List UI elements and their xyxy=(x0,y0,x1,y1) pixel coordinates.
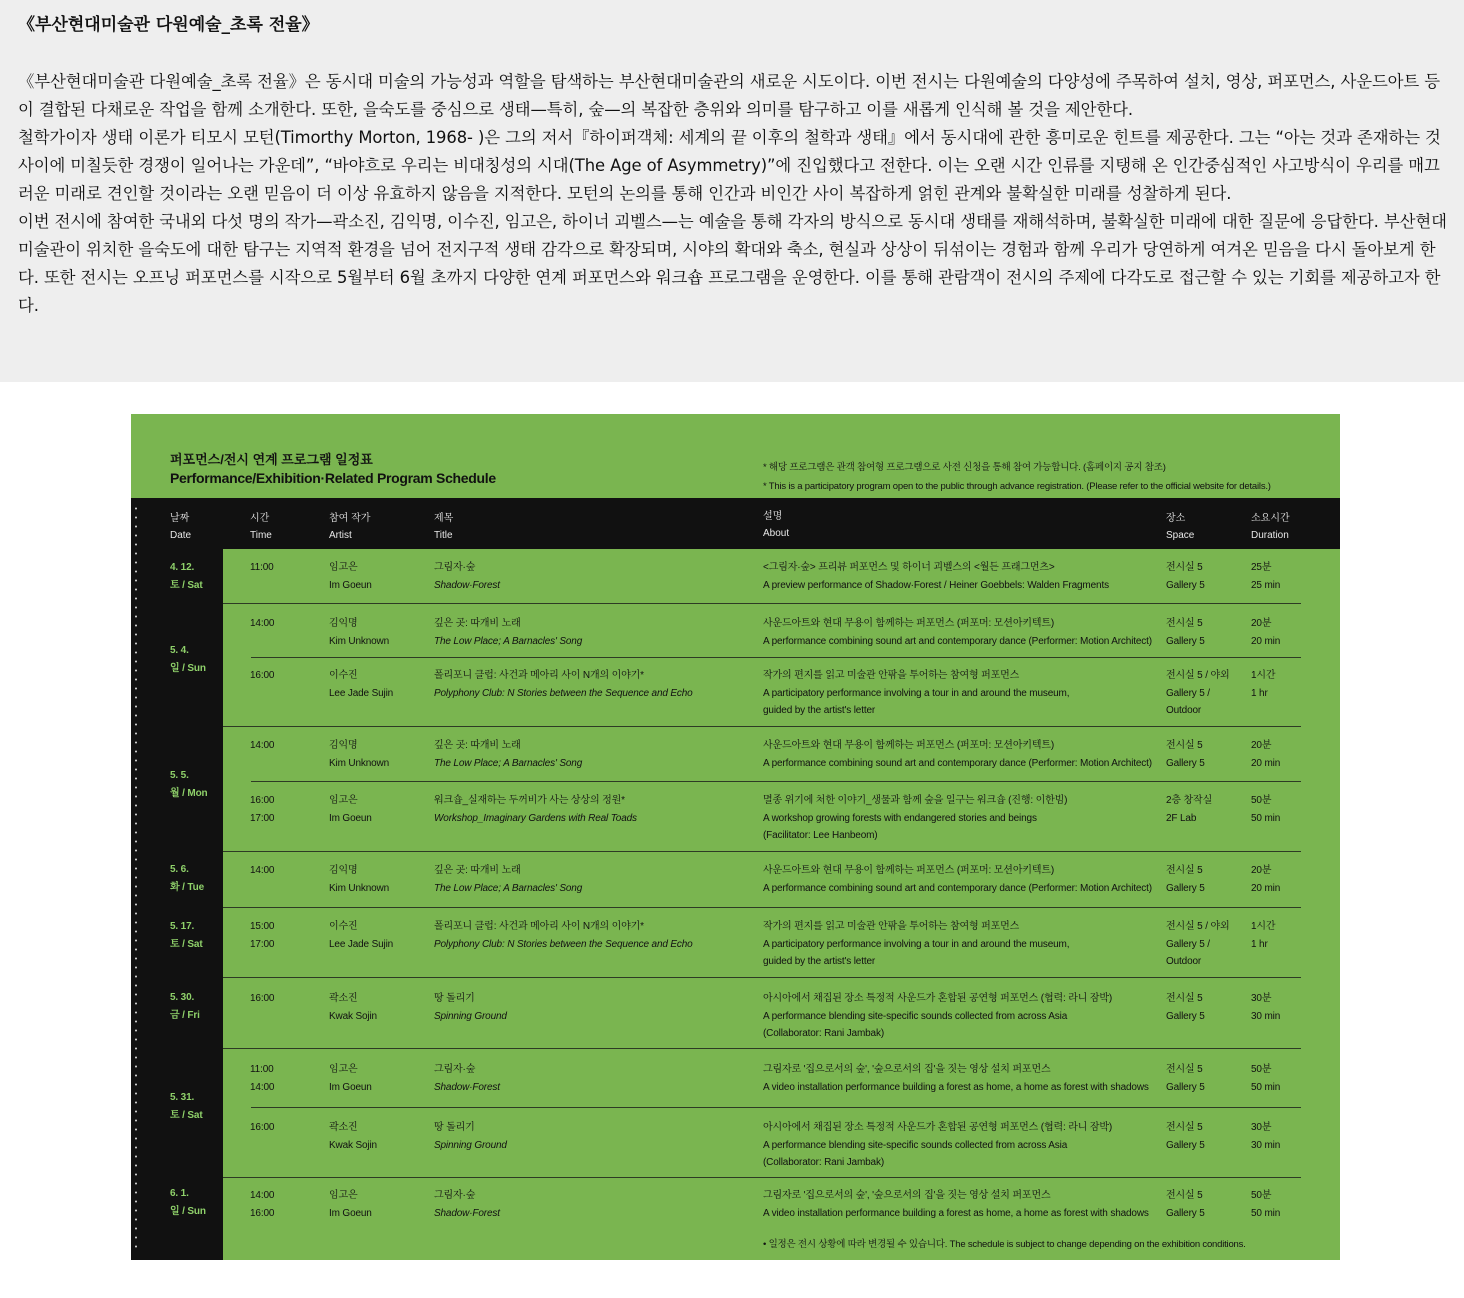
row-time: 14:00 xyxy=(250,740,275,751)
row-separator xyxy=(223,726,1301,727)
row-duration: 30분 30 min xyxy=(1251,993,1281,1022)
intro-title: 《부산현대미술관 다원예술_초록 전율》 xyxy=(18,15,319,35)
row-title: 땅 돌리기 Spinning Ground xyxy=(434,1122,507,1151)
date-label: 6. 1. 일 / Sun xyxy=(170,1188,206,1217)
schedule-title xyxy=(170,450,496,488)
row-space: 전시실 5 Gallery 5 xyxy=(1166,562,1205,591)
row-title: 깊은 곳: 따개비 노래 The Low Place; A Barnacles' Song xyxy=(434,618,583,647)
schedule-poster xyxy=(131,414,1340,1260)
row-separator xyxy=(223,851,1301,852)
row-artist: 임고은 Im Goeun xyxy=(329,562,372,591)
row-space: 2층 창작실 2F Lab xyxy=(1166,795,1213,824)
row-duration: 20분 20 min xyxy=(1251,618,1281,647)
header-artist: 참여 작가 Artist xyxy=(329,513,371,541)
row-about: 작가의 편지를 읽고 미술관 안팎을 투어하는 참여형 퍼포먼스 A participatory performance involving a tour in and around the museum, guided by the artist's letter xyxy=(763,670,1070,716)
row-space: 전시실 5 Gallery 5 xyxy=(1166,1122,1205,1151)
row-duration: 20분 20 min xyxy=(1251,740,1281,769)
date-label: 5. 5. 월 / Mon xyxy=(170,770,208,799)
row-space: 전시실 5 / 야외 Gallery 5 / Outdoor xyxy=(1166,921,1230,967)
intro-paragraph-2: 철학가이자 생태 이론가 티모시 모턴(Timorthy Morton, 1968- )은 그의 저서『하이퍼객체: 세계의 끝 이후의 철학과 생태』에서 동시대에 관한 흥미로운 힌트를 제공한다. 그는 “아는 것과 존재하는 것 사이에 미칠듯한 경쟁이 일어나는 가운데”, “바야흐로 우리는 비대칭성의 시대(The Age of Asymmetry)”에 진입했다고 전한다. 이는 오랜 시간 인류를 지탱해 온 인간중심적인 사고방식이 우리를 매끄러운 미래로 견인할 것이라는 오랜 믿음이 더 이상 유효하지 않음을 지적한다. 모턴의 논의를 통해 인간과 비인간 사이 복잡하게 얽힌 관계와 불확실한 미래를 성찰하게 된다. xyxy=(18,128,1441,203)
row-title: 그림자·숲 Shadow·Forest xyxy=(434,1190,500,1219)
row-time: 11:00 14:00 xyxy=(250,1064,275,1093)
date-label: 5. 17. 토 / Sat xyxy=(170,921,203,950)
row-title: 깊은 곳: 따개비 노래 The Low Place; A Barnacles' Song xyxy=(434,865,583,894)
row-artist: 김익명 Kim Unknown xyxy=(329,618,390,647)
row-artist: 김익명 Kim Unknown xyxy=(329,865,390,894)
row-duration: 50분 50 min xyxy=(1251,1190,1281,1219)
row-time: 11:00 xyxy=(250,562,274,573)
schedule-title-en: Performance/Exhibition·Related Program Schedule xyxy=(170,470,496,486)
row-about: 사운드아트와 현대 무용이 함께하는 퍼포먼스 (퍼포머: 모션아키텍트) A performance combining sound art and contemporary dance (Performer: Motion Architect) xyxy=(763,740,1152,769)
header-duration: 소요시간 Duration xyxy=(1251,513,1290,541)
row-duration: 50분 50 min xyxy=(1251,795,1281,824)
row-about: 작가의 편지를 읽고 미술관 안팎을 투어하는 참여형 퍼포먼스 A participatory performance involving a tour in and around the museum, guided by the artist's letter xyxy=(763,921,1070,967)
row-separator xyxy=(223,907,1301,908)
row-time: 16:00 xyxy=(250,1122,275,1133)
row-title: 폴리포니 클럽: 사건과 메아리 사이 N개의 이야기* Polyphony Club: N Stories between the Sequence and Echo xyxy=(434,670,693,699)
row-title: 그림자·숲 Shadow·Forest xyxy=(434,562,500,591)
row-artist: 임고은 Im Goeun xyxy=(329,1064,372,1093)
row-separator xyxy=(251,657,1301,658)
row-time: 16:00 17:00 xyxy=(250,795,275,824)
row-artist: 곽소진 Kwak Sojin xyxy=(329,1122,377,1151)
row-separator xyxy=(251,781,1301,782)
schedule-footer: • 일정은 전시 상황에 따라 변경될 수 있습니다. The schedule is subject to change depending on the exhibition conditions. xyxy=(763,1239,1246,1250)
row-about: 그림자로 '집으로서의 숲', '숲으로서의 집'을 짓는 영상 설치 퍼포먼스 A video installation performance building a forest as home, a home as forest with shadows xyxy=(763,1064,1149,1093)
schedule-title-ko: 퍼포먼스/전시 연계 프로그램 일정표 xyxy=(170,452,373,467)
header-time: 시간 Time xyxy=(250,513,272,541)
header-title: 제목 Title xyxy=(434,513,454,541)
row-time: 14:00 xyxy=(250,618,275,629)
dotted-edge xyxy=(134,504,138,1254)
intro-section xyxy=(0,0,1464,382)
row-title: 폴리포니 클럽: 사건과 메아리 사이 N개의 이야기* Polyphony Club: N Stories between the Sequence and Echo xyxy=(434,921,693,950)
row-about: 그림자로 '집으로서의 숲', '숲으로서의 집'을 짓는 영상 설치 퍼포먼스 A video installation performance building a forest as home, a home as forest with shadows xyxy=(763,1190,1149,1219)
date-label: 5. 6. 화 / Tue xyxy=(170,864,204,893)
row-space: 전시실 5 Gallery 5 xyxy=(1166,1190,1205,1219)
row-time: 15:00 17:00 xyxy=(250,921,275,950)
row-artist: 이수진 Lee Jade Sujin xyxy=(329,670,394,699)
row-duration: 25분 25 min xyxy=(1251,562,1281,591)
row-space: 전시실 5 / 야외 Gallery 5 / Outdoor xyxy=(1166,670,1230,716)
row-about: 사운드아트와 현대 무용이 함께하는 퍼포먼스 (퍼포머: 모션아키텍트) A performance combining sound art and contemporary dance (Performer: Motion Architect) xyxy=(763,865,1152,894)
row-artist: 임고은 Im Goeun xyxy=(329,1190,372,1219)
date-label: 5. 4. 일 / Sun xyxy=(170,645,206,674)
row-title: 땅 돌리기 Spinning Ground xyxy=(434,993,507,1022)
date-label: 5. 30. 금 / Fri xyxy=(170,992,200,1021)
row-artist: 임고은 Im Goeun xyxy=(329,795,372,824)
row-duration: 1시간 1 hr xyxy=(1251,921,1276,950)
row-separator xyxy=(223,603,1301,604)
schedule-notes xyxy=(763,458,1271,496)
row-space: 전시실 5 Gallery 5 xyxy=(1166,993,1205,1022)
row-artist: 이수진 Lee Jade Sujin xyxy=(329,921,394,950)
table-header-band xyxy=(131,498,1340,549)
intro-paragraph-3: 이번 전시에 참여한 국내외 다섯 명의 작가—곽소진, 김익명, 이수진, 임고은, 하이너 괴벨스—는 예술을 통해 각자의 방식으로 동시대 생태를 재해석하며, 불확실한 미래에 대한 질문에 응답한다. 부산현대미술관이 위치한 을숙도에 대한 탐구는 지역적 환경을 넘어 전지구적 생태 감각으로 확장되며, 시야의 확대와 축소, 현실과 상상이 뒤섞이는 경험과 함께 우리가 당연하게 여겨온 믿음을 다시 돌아보게 한다. 또한 전시는 오프닝 퍼포먼스를 시작으로 5월부터 6월 초까지 다양한 연계 퍼포먼스와 워크숍 프로그램을 운영한다. 이를 통해 관람객이 전시의 주제에 다각도로 접근할 수 있는 기회를 제공하고자 한다. xyxy=(18,212,1447,315)
row-duration: 1시간 1 hr xyxy=(1251,670,1276,699)
row-title: 깊은 곳: 따개비 노래 The Low Place; A Barnacles' Song xyxy=(434,740,583,769)
row-about: 아시아에서 채집된 장소 특정적 사운드가 혼합된 공연형 퍼포먼스 (협력: 라니 잠박) A performance blending site-specific sounds collected from across Asia (Collaborator: Rani Jambak) xyxy=(763,1122,1113,1168)
header-date: 날짜 Date xyxy=(170,513,192,541)
note-en: * This is a participatory program open to the public through advance registration. (Please refer to the official website for details.) xyxy=(763,481,1271,492)
row-space: 전시실 5 Gallery 5 xyxy=(1166,1064,1205,1093)
row-duration: 50분 50 min xyxy=(1251,1064,1281,1093)
row-time: 16:00 xyxy=(250,670,275,681)
row-about: <그림자·숲> 프리뷰 퍼포먼스 및 하이너 괴벨스의 <월든 프래그먼츠> A preview performance of Shadow·Forest / Heiner Goebbels: Walden Fragments xyxy=(763,562,1109,591)
note-ko: * 해당 프로그램은 관객 참여형 프로그램으로 사전 신청을 통해 참여 가능합니다. (홈페이지 공지 참조) xyxy=(763,462,1166,473)
row-title: 워크숍_실재하는 두꺼비가 사는 상상의 정원* Workshop_Imaginary Gardens with Real Toads xyxy=(434,795,637,824)
row-about: 사운드아트와 현대 무용이 함께하는 퍼포먼스 (퍼포머: 모션아키텍트) A performance combining sound art and contemporary dance (Performer: Motion Architect) xyxy=(763,618,1152,647)
row-artist: 김익명 Kim Unknown xyxy=(329,740,390,769)
header-about: 설명 About xyxy=(763,511,790,539)
row-title: 그림자·숲 Shadow·Forest xyxy=(434,1064,500,1093)
row-space: 전시실 5 Gallery 5 xyxy=(1166,740,1205,769)
row-time: 16:00 xyxy=(250,993,275,1004)
row-about: 아시아에서 채집된 장소 특정적 사운드가 혼합된 공연형 퍼포먼스 (협력: 라니 잠박) A performance blending site-specific sounds collected from across Asia (Collaborator: Rani Jambak) xyxy=(763,993,1113,1039)
row-time: 14:00 16:00 xyxy=(250,1190,275,1219)
row-separator xyxy=(223,977,1301,978)
row-space: 전시실 5 Gallery 5 xyxy=(1166,618,1205,647)
row-separator xyxy=(223,1177,1301,1178)
row-separator xyxy=(251,1107,1301,1108)
header-space: 장소 Space xyxy=(1166,513,1195,541)
row-space: 전시실 5 Gallery 5 xyxy=(1166,865,1205,894)
row-duration: 20분 20 min xyxy=(1251,865,1281,894)
row-about: 멸종 위기에 처한 이야기_생물과 함께 숲을 일구는 워크숍 (진행: 이한빔) A workshop growing forests with endangered stories and beings (Facilitator: Lee Hanbeom) xyxy=(763,795,1068,841)
row-separator xyxy=(223,1048,1301,1049)
date-label: 4. 12. 토 / Sat xyxy=(170,562,203,591)
row-duration: 30분 30 min xyxy=(1251,1122,1281,1151)
row-time: 14:00 xyxy=(250,865,275,876)
date-label: 5. 31. 토 / Sat xyxy=(170,1092,203,1121)
intro-paragraph-1: 《부산현대미술관 다원예술_초록 전율》은 동시대 미술의 가능성과 역할을 탐색하는 부산현대미술관의 새로운 시도이다. 이번 전시는 다원예술의 다양성에 주목하여 설치, 영상, 퍼포먼스, 사운드아트 등이 결합된 다채로운 작업을 함께 소개한다. 또한, 을숙도를 중심으로 생태—특히, 숲—의 복잡한 층위와 의미를 탐구하고 이를 새롭게 인식해 볼 것을 제안한다. xyxy=(18,72,1440,119)
row-artist: 곽소진 Kwak Sojin xyxy=(329,993,377,1022)
